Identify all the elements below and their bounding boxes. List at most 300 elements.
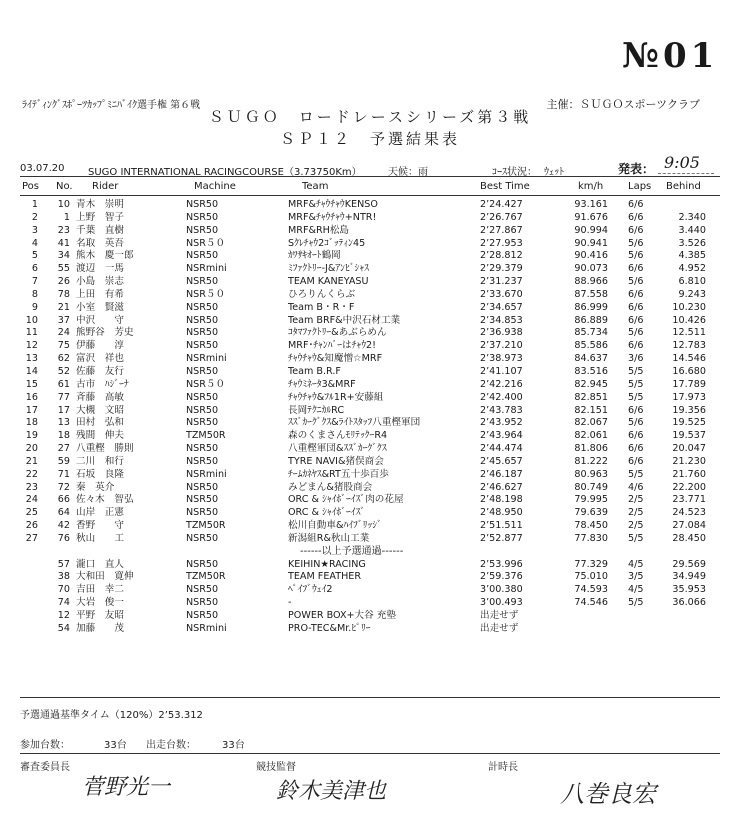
cell-pos: 12 <box>25 340 38 352</box>
venue: SUGO INTERNATIONAL RACINGCOURSE（3.73750Km） <box>88 167 362 178</box>
col-no: No. <box>56 181 73 192</box>
cell-laps: 6/6 <box>628 455 644 467</box>
cell-time: 2’36.938 <box>480 327 523 339</box>
published-label: 発表： <box>618 162 655 176</box>
cell-kmh: 90.416 <box>574 250 608 262</box>
cell-pos: 3 <box>31 224 38 236</box>
cell-machine: NSR50 <box>186 250 219 262</box>
table-row <box>0 289 740 302</box>
cell-machine: NSR50 <box>186 391 219 403</box>
cell-behind: 28.450 <box>672 532 706 544</box>
cell-behind: 19.356 <box>672 404 706 416</box>
cell-pos: 7 <box>31 276 38 288</box>
cell-time: 2’51.511 <box>480 520 523 532</box>
cell-machine: NSR50 <box>186 558 219 570</box>
cell-team: 森のくまさんﾓﾘﾃｯｸｰR4 <box>288 430 388 442</box>
judge-signature: 菅野光一 <box>82 775 171 800</box>
cell-laps: 2/5 <box>628 520 644 532</box>
cell-rider: 小室 賢滋 <box>76 301 124 313</box>
cell-no: 66 <box>57 494 70 506</box>
cell-kmh: 77.329 <box>574 558 608 570</box>
cell-team: ﾁｰﾑｶﾈﾔｽ&RT五十歩百歩 <box>288 468 389 480</box>
table-row <box>0 443 740 456</box>
cell-time: 2’46.187 <box>480 468 523 480</box>
cell-pos: 13 <box>25 353 38 365</box>
starters-label: 出走台数： <box>146 740 196 751</box>
header-rule-top <box>20 176 720 177</box>
cell-behind: 21.760 <box>672 468 706 480</box>
cell-time: 2’52.877 <box>480 532 523 544</box>
qualifying-standard: 予選通過基準タイム（120%）2’53.312 <box>20 710 203 721</box>
cell-machine: NSR50 <box>186 597 219 609</box>
cell-team: Team B.R.F <box>288 365 341 377</box>
cell-behind: 6.810 <box>678 276 706 288</box>
cell-no: 42 <box>57 520 70 532</box>
cell-rider: 八重樫 勝則 <box>76 443 134 455</box>
table-row <box>0 520 740 533</box>
separator-text: ------以上予選通過------ <box>300 545 404 557</box>
cell-laps: 5/5 <box>628 597 644 609</box>
cell-team: ORC & ｼｬｲﾎﾞｰｲｽﾞ <box>288 507 366 519</box>
cell-machine: NSR50 <box>186 507 219 519</box>
cell-time: 2’27.867 <box>480 224 523 236</box>
table-row <box>0 392 740 405</box>
table-row <box>0 276 740 289</box>
cell-behind: 36.066 <box>672 597 706 609</box>
cell-laps: 5/6 <box>628 276 644 288</box>
cell-kmh: 82.151 <box>574 404 608 416</box>
cell-machine: NSR50 <box>186 327 219 339</box>
table-row <box>0 571 740 584</box>
cell-no: 59 <box>57 455 70 467</box>
cell-pos: 26 <box>25 520 38 532</box>
cell-machine: TZM50R <box>186 520 226 532</box>
cell-behind: 12.511 <box>672 327 706 339</box>
cell-time: 2’34.657 <box>480 301 523 313</box>
cell-time: 3’00.380 <box>480 584 523 596</box>
table-row <box>0 469 740 482</box>
cell-rider: 佐々木 智弘 <box>76 494 134 506</box>
cell-kmh: 81.222 <box>574 455 608 467</box>
table-row <box>0 584 740 597</box>
cell-no: 12 <box>57 610 70 621</box>
cell-no: 78 <box>57 288 70 300</box>
cell-no: 61 <box>57 378 70 390</box>
date: 03.07.20 <box>20 163 65 174</box>
cell-time: 2’24.427 <box>480 199 523 210</box>
cell-time: 2’48.198 <box>480 494 523 506</box>
cell-behind: 3.440 <box>678 224 706 236</box>
cell-time: 2’38.973 <box>480 353 523 365</box>
table-row <box>0 379 740 392</box>
cell-team: 松川自動車&ﾊｲﾌﾞﾘｯｼﾞ <box>288 520 382 532</box>
course-condition-label: ｺｰｽ状況： <box>492 167 537 178</box>
cell-kmh: 88.966 <box>574 276 608 288</box>
cell-pos: 14 <box>25 365 38 377</box>
cell-laps: 5/5 <box>628 378 644 390</box>
col-team: Team <box>302 181 329 192</box>
col-laps: Laps <box>628 181 652 192</box>
cell-behind: 21.230 <box>672 455 706 467</box>
timekeeper-label: 計時長 <box>488 762 518 773</box>
cell-behind: 35.953 <box>672 584 706 596</box>
cell-kmh: 90.941 <box>574 237 608 249</box>
cell-time: 2’45.657 <box>480 455 523 467</box>
cell-rider: 熊木 慶一郎 <box>76 250 134 262</box>
cell-team: TEAM KANEYASU <box>288 276 369 288</box>
cell-team: ﾁｬｳﾁｬｳ&ﾌﾙ1R+安藤組 <box>288 391 384 403</box>
cell-no: 57 <box>57 558 70 570</box>
starters-count: 33台 <box>222 740 245 751</box>
cell-pos: 18 <box>25 417 38 429</box>
col-pos: Pos <box>22 181 40 192</box>
cell-time: 2’37.210 <box>480 340 523 352</box>
director-label: 競技監督 <box>256 762 296 773</box>
cell-kmh: 77.830 <box>574 532 608 544</box>
cell-machine: NSR50 <box>186 532 219 544</box>
cell-pos: 25 <box>25 507 38 519</box>
cell-kmh: 81.806 <box>574 443 608 455</box>
cell-behind: 27.084 <box>672 520 706 532</box>
cell-no: 34 <box>57 250 70 262</box>
cell-machine: TZM50R <box>186 571 226 583</box>
cell-machine: NSRmini <box>186 353 227 365</box>
cell-time: 2’44.474 <box>480 443 523 455</box>
table-row <box>0 353 740 366</box>
title-results: ＳＰ１２ 予選結果表 <box>279 130 460 148</box>
cell-time: 2’53.996 <box>480 558 523 570</box>
cell-kmh: 74.593 <box>574 584 608 596</box>
cell-kmh: 86.889 <box>574 314 608 326</box>
cell-no: 64 <box>57 507 70 519</box>
cell-team: - <box>288 597 292 609</box>
cell-laps: 4/5 <box>628 584 644 596</box>
cell-rider: 渡辺 一馬 <box>76 263 124 275</box>
cell-rider: 加藤 茂 <box>76 622 124 634</box>
table-row <box>0 340 740 353</box>
cell-machine: NSR50 <box>186 301 219 313</box>
cell-no: 70 <box>57 584 70 596</box>
cell-team: ﾁｬｳﾁｬｳ&知魔憎☆MRF <box>288 353 383 365</box>
cell-machine: NSR50 <box>186 365 219 377</box>
cell-team: TYRE NAVI&猪俣商会 <box>288 455 384 467</box>
cell-machine: NSR５０ <box>186 288 226 300</box>
cell-kmh: 78.450 <box>574 520 608 532</box>
cell-no: 62 <box>57 353 70 365</box>
table-row <box>0 327 740 340</box>
cell-team: Team B・R・F <box>288 301 355 313</box>
cell-no: 38 <box>57 571 70 583</box>
cell-rider: 秋山 工 <box>76 532 124 544</box>
cell-kmh: 74.546 <box>574 597 608 609</box>
cell-laps: 6/6 <box>628 224 644 236</box>
cell-laps: 6/6 <box>628 340 644 352</box>
cell-machine: NSR50 <box>186 417 219 429</box>
col-machine: Machine <box>194 181 236 192</box>
cell-rider: 香野 守 <box>76 520 124 532</box>
cell-rider: 二川 和行 <box>76 455 124 467</box>
cell-team: 長岡ﾃｸﾆｶﾙRC <box>288 404 345 416</box>
table-row <box>0 456 740 469</box>
cell-rider: 名取 英吾 <box>76 237 124 249</box>
cell-time: 2’28.812 <box>480 250 523 262</box>
cell-team: ﾐﾌｧｸﾄﾘｰ-J&ｱﾝﾋﾞｼｬｽ <box>288 263 369 275</box>
document-number: №01 <box>622 36 719 76</box>
cell-team: Team BRF&中沢石材工業 <box>288 314 401 326</box>
table-row <box>0 417 740 430</box>
cell-time: 出走せず <box>480 622 519 634</box>
table-row <box>0 430 740 443</box>
cell-machine: NSR50 <box>186 276 219 288</box>
cell-pos: 20 <box>25 443 38 455</box>
cell-no: 37 <box>57 314 70 326</box>
cell-team: MRF&ﾁｬｳﾁｬｳ+NTR! <box>288 211 377 223</box>
cell-laps: 5/6 <box>628 327 644 339</box>
cell-kmh: 82.067 <box>574 417 608 429</box>
cell-machine: NSR５０ <box>186 378 226 390</box>
cell-kmh: 82.851 <box>574 391 608 403</box>
cell-laps: 6/6 <box>628 301 644 313</box>
cell-pos: 27 <box>25 532 38 544</box>
cell-pos: 10 <box>25 314 38 326</box>
cell-no: 55 <box>57 263 70 275</box>
cell-pos: 6 <box>31 263 38 275</box>
cell-laps: 5/6 <box>628 250 644 262</box>
cell-time: 2’46.627 <box>480 481 523 493</box>
cell-rider: 伊藤 淳 <box>76 340 124 352</box>
cell-team: ﾍﾟｲﾌﾞｳｪｲ2 <box>288 584 333 596</box>
cell-time: 2’43.783 <box>480 404 523 416</box>
cell-behind: 23.771 <box>672 494 706 506</box>
cell-behind: 12.783 <box>672 340 706 352</box>
cell-kmh: 75.010 <box>574 571 608 583</box>
cell-time: 2’42.216 <box>480 378 523 390</box>
cell-kmh: 79.995 <box>574 494 608 506</box>
cell-rider: 田村 弘和 <box>76 417 124 429</box>
cell-laps: 6/6 <box>628 404 644 416</box>
published-time: 9:05 <box>664 153 700 172</box>
table-row <box>0 494 740 507</box>
cell-rider: 斉藤 高敏 <box>76 391 124 403</box>
cell-team: Sｸﾚﾁｬｳ2ｺﾞｯﾃｨﾝ45 <box>288 237 366 249</box>
cell-rider: 石坂 良隆 <box>76 468 124 480</box>
cell-behind: 14.546 <box>672 353 706 365</box>
cell-laps: 5/6 <box>628 237 644 249</box>
cell-team: みどまん&猪股商会 <box>288 481 373 493</box>
cell-behind: 19.537 <box>672 430 706 442</box>
cell-laps: 5/6 <box>628 417 644 429</box>
cell-no: 41 <box>57 237 70 249</box>
cell-machine: NSR50 <box>186 481 219 493</box>
cell-team: MRF･ﾁｬﾝﾊﾞｰはﾁｬｳ2! <box>288 340 376 352</box>
cell-no: 77 <box>57 391 70 403</box>
cell-machine: NSRmini <box>186 622 227 634</box>
table-row <box>0 533 740 546</box>
cell-rider: 青木 崇明 <box>76 199 124 210</box>
table-row <box>0 597 740 610</box>
cell-no: 74 <box>57 597 70 609</box>
cell-time: 2’59.376 <box>480 571 523 583</box>
table-row <box>0 507 740 520</box>
cell-pos: 22 <box>25 468 38 480</box>
cell-kmh: 82.061 <box>574 430 608 442</box>
cell-no: 54 <box>57 622 70 634</box>
cell-rider: 残間 伸夫 <box>76 430 124 442</box>
cell-no: 26 <box>57 276 70 288</box>
cell-laps: 6/6 <box>628 288 644 300</box>
cell-rider: 大和田 寛伸 <box>76 571 134 583</box>
table-row <box>0 559 740 572</box>
cell-rider: 平野 友昭 <box>76 610 124 621</box>
cell-team: ｶﾜｻｷｵｰﾄ鶴岡 <box>288 250 341 262</box>
cell-pos: 2 <box>31 211 38 223</box>
cell-machine: NSR50 <box>186 314 219 326</box>
table-row <box>0 610 740 623</box>
cell-behind: 4.952 <box>678 263 706 275</box>
cell-team: PRO-TEC&Mr.ﾋﾟﾘｰ <box>288 622 371 634</box>
cell-pos: 17 <box>25 404 38 416</box>
series-name: ﾗｲﾃﾞｨﾝｸﾞｽﾎﾟｰﾂｶｯﾌﾟﾐﾆﾊﾞｲｸ選手権 第６戦 <box>22 100 201 111</box>
cell-pos: 24 <box>25 494 38 506</box>
cell-rider: 熊野谷 芳史 <box>76 327 134 339</box>
cell-team: ｽｽﾞｶｰｸﾞｸｽ&ﾗｲﾄｽﾀｯﾌ八重樫軍団 <box>288 417 421 429</box>
cell-kmh: 83.516 <box>574 365 608 377</box>
cell-team: ひろりんくらぶ <box>288 288 356 300</box>
table-row <box>0 225 740 238</box>
cell-time: 2’31.237 <box>480 276 523 288</box>
table-row <box>0 238 740 251</box>
col-best-time: Best Time <box>480 181 530 192</box>
cell-team: MRF&ﾁｬｳﾁｬｳKENSO <box>288 199 378 210</box>
cell-laps: 2/5 <box>628 494 644 506</box>
cell-no: 71 <box>57 468 70 480</box>
cell-laps: 3/5 <box>628 571 644 583</box>
table-row <box>0 250 740 263</box>
cell-time: 2’27.953 <box>480 237 523 249</box>
table-row <box>0 405 740 418</box>
cell-time: 2’43.952 <box>480 417 523 429</box>
cell-kmh: 84.637 <box>574 353 608 365</box>
cell-behind: 3.526 <box>678 237 706 249</box>
cell-rider: 大槻 文昭 <box>76 404 124 416</box>
cell-kmh: 93.161 <box>574 199 608 210</box>
cell-machine: NSR５０ <box>186 237 226 249</box>
table-row <box>0 366 740 379</box>
cell-pos: 8 <box>31 288 38 300</box>
cell-rider: 富沢 祥也 <box>76 353 124 365</box>
results-table <box>0 199 740 636</box>
cell-no: 23 <box>57 224 70 236</box>
cell-laps: 6/6 <box>628 199 644 210</box>
cell-no: 72 <box>57 481 70 493</box>
cell-time: 2’34.853 <box>480 314 523 326</box>
col-rider: Rider <box>92 181 119 192</box>
cell-time: 3’00.493 <box>480 597 523 609</box>
cell-laps: 5/5 <box>628 532 644 544</box>
cell-kmh: 85.734 <box>574 327 608 339</box>
col-behind: Behind <box>666 181 701 192</box>
cell-rider: 佐藤 友行 <box>76 365 124 377</box>
cell-pos: 15 <box>25 378 38 390</box>
cell-machine: NSR50 <box>186 494 219 506</box>
cell-kmh: 86.999 <box>574 301 608 313</box>
cell-no: 18 <box>57 430 70 442</box>
cell-laps: 4/5 <box>628 558 644 570</box>
cell-rider: 中沢 守 <box>76 314 124 326</box>
cell-rider: 山岸 正憲 <box>76 507 124 519</box>
cell-laps: 4/6 <box>628 481 644 493</box>
cell-time: 2’29.379 <box>480 263 523 275</box>
cell-laps: 6/6 <box>628 263 644 275</box>
cell-pos: 11 <box>25 327 38 339</box>
cell-behind: 22.200 <box>672 481 706 493</box>
cell-team: 八重樫軍団&ｽｽﾞｶｰｸﾞｸｽ <box>288 443 387 455</box>
cell-time: 2’43.964 <box>480 430 523 442</box>
cell-time: 2’26.767 <box>480 211 523 223</box>
cell-team: TEAM FEATHER <box>288 571 362 583</box>
cell-behind: 29.569 <box>672 558 706 570</box>
cell-no: 27 <box>57 443 70 455</box>
cell-rider: 小島 崇志 <box>76 276 124 288</box>
cell-behind: 10.230 <box>672 301 706 313</box>
cell-team: POWER BOX+大谷 充塾 <box>288 610 396 621</box>
cell-behind: 19.525 <box>672 417 706 429</box>
cell-no: 75 <box>57 340 70 352</box>
cell-team: 新潟組R&秋山工業 <box>288 532 370 544</box>
cell-pos: 19 <box>25 430 38 442</box>
cell-rider: 吉田 幸二 <box>76 584 124 596</box>
table-row <box>0 482 740 495</box>
cell-behind: 20.047 <box>672 443 706 455</box>
cell-rider: 秦 英介 <box>76 481 115 493</box>
director-signature: 鈴木美津也 <box>276 779 387 804</box>
cell-rider: 古市 ﾊｼﾞｰﾅ <box>76 378 129 390</box>
cell-machine: NSRmini <box>186 263 227 275</box>
cell-behind: 34.949 <box>672 571 706 583</box>
cell-no: 1 <box>63 211 70 223</box>
cell-machine: NSR50 <box>186 340 219 352</box>
cell-rider: 大岩 俊一 <box>76 597 124 609</box>
cell-laps: 5/5 <box>628 365 644 377</box>
cell-pos: 21 <box>25 455 38 467</box>
cell-kmh: 80.963 <box>574 468 608 480</box>
cell-no: 52 <box>57 365 70 377</box>
table-row <box>0 263 740 276</box>
cell-time: 2’42.400 <box>480 391 523 403</box>
organizer: 主催：ＳＵＧＯスポーツクラブ <box>546 98 700 111</box>
cell-kmh: 79.639 <box>574 507 608 519</box>
cell-team: ｺﾀﾏﾌｧｸﾄﾘｰ&あぶらめん <box>288 327 387 339</box>
cell-machine: NSR50 <box>186 211 219 223</box>
judge-label: 審査委員長 <box>20 762 70 773</box>
entries-label: 参加台数： <box>20 740 70 751</box>
cell-behind: 10.426 <box>672 314 706 326</box>
cell-no: 76 <box>57 532 70 544</box>
cell-pos: 1 <box>31 199 38 210</box>
cell-pos: 16 <box>25 391 38 403</box>
cell-behind: 17.973 <box>672 391 706 403</box>
cell-laps: 3/6 <box>628 353 644 365</box>
cell-machine: NSR50 <box>186 443 219 455</box>
weather-value: 雨 <box>418 167 428 178</box>
cell-time: 2’41.107 <box>480 365 523 377</box>
cell-pos: 4 <box>31 237 38 249</box>
cell-machine: NSR50 <box>186 224 219 236</box>
published-underline <box>658 173 714 174</box>
cell-kmh: 80.749 <box>574 481 608 493</box>
cell-laps: 6/6 <box>628 430 644 442</box>
cell-laps: 6/6 <box>628 211 644 223</box>
